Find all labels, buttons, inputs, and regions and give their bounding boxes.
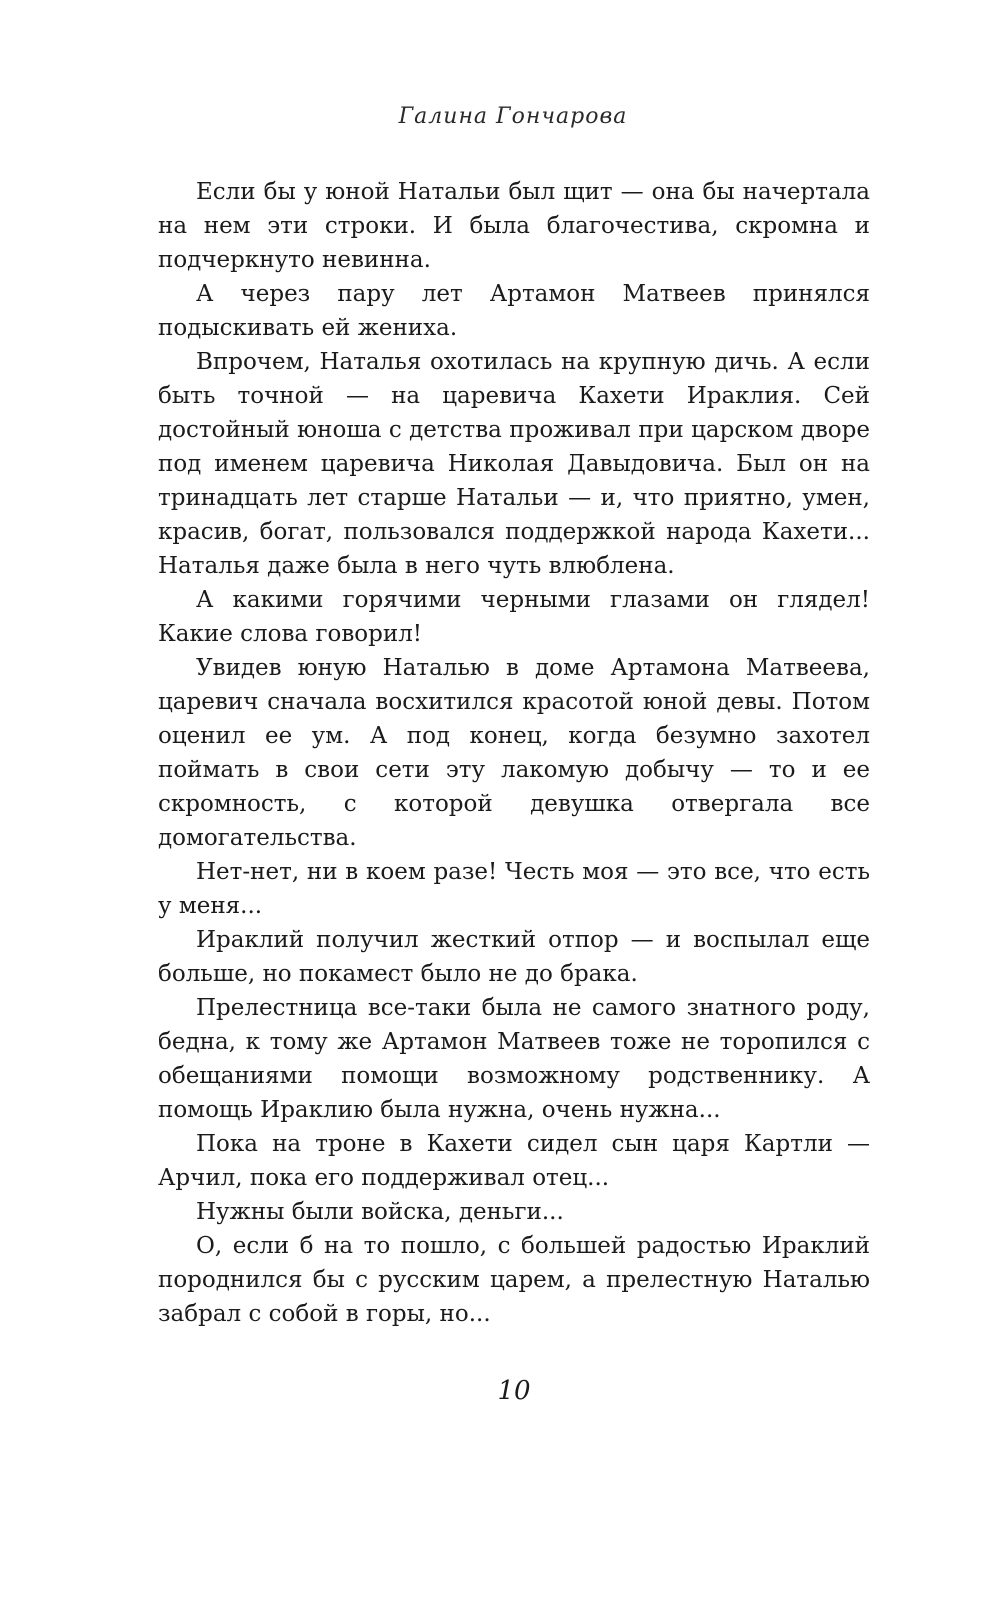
body-text: [158, 175, 870, 1331]
page-number: 10: [497, 1376, 531, 1406]
paragraph: Нужны были войска, деньги...: [196, 1199, 564, 1225]
paragraph: Пока на троне в Кахети сидел сын царя Картли — Арчил, пока его поддерживал отец...: [158, 1131, 870, 1191]
paragraph: Впрочем, Наталья охотилась на крупную дичь. А если быть точной — на царевича Кахети Ираклия. Сей достойный юноша с детства проживал при царском дворе под именем царевича Николая Давыдовича. Был он на тринадцать лет старше Натальи — и, что приятно, умен, красив, богат, пользовался поддержкой народа Кахети... Наталья даже была в него чуть влюблена.: [158, 349, 870, 579]
running-header-author: Галина Гончарова: [398, 104, 628, 129]
paragraph: Если бы у юной Натальи был щит — она бы начертала на нем эти строки. И была благочестива, скромна и подчеркнуто невинна.: [158, 179, 870, 273]
paragraph: Прелестница все-таки была не самого знатного роду, бедна, к тому же Артамон Матвеев тоже не торопился с обещаниями помощи возможному родственнику. А помощь Ираклию была нужна, очень нужна...: [158, 995, 870, 1123]
paragraph: Увидев юную Наталью в доме Артамона Матвеева, царевич сначала восхитился красотой юной девы. Потом оценил ее ум. А под конец, когда безумно захотел поймать в свои сети эту лакомую добычу — то и ее скромность, с которой девушка отвергала все домогательства.: [158, 655, 870, 851]
paragraph: А через пару лет Артамон Матвеев принялся подыскивать ей жениха.: [158, 281, 870, 341]
paragraph: А какими горячими черными глазами он глядел! Какие слова говорил!: [158, 587, 870, 647]
paragraph: Ираклий получил жесткий отпор — и воспылал еще больше, но покамест было не до брака.: [158, 927, 870, 987]
paragraph: О, если б на то пошло, с большей радостью Ираклий породнился бы с русским царем, а прелестную Наталью забрал с собой в горы, но...: [158, 1233, 870, 1327]
paragraph: Нет-нет, ни в коем разе! Честь моя — это все, что есть у меня...: [158, 859, 870, 919]
